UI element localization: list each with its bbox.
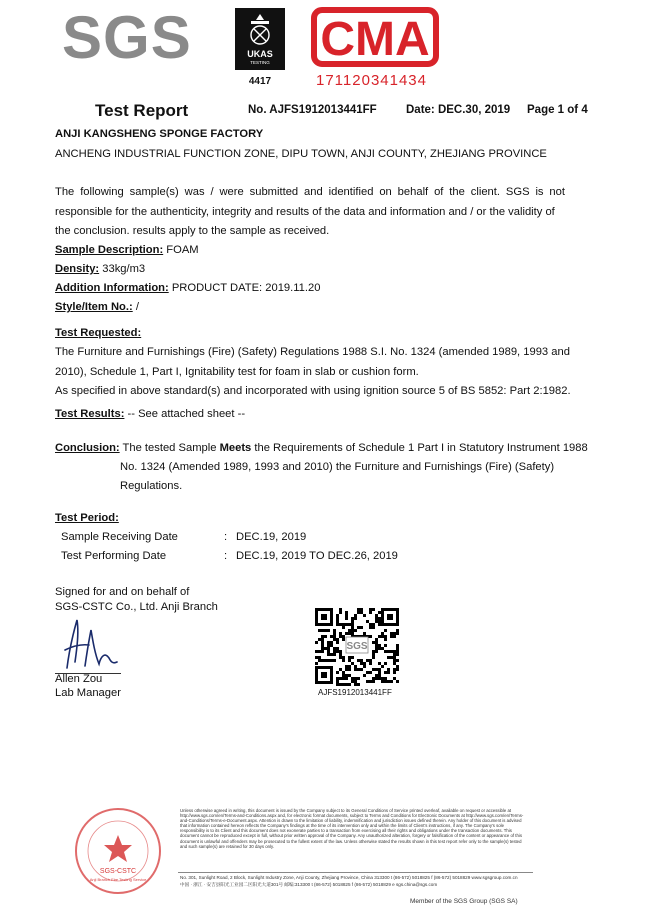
cma-logo: [310, 6, 440, 68]
test-period-row-value: DEC.19, 2019: [236, 531, 307, 543]
page-number: Page 1 of 4: [527, 104, 588, 116]
signer-name: Allen Zou: [55, 673, 103, 685]
conclusion-line-2: No. 1324 (Amended 1989, 1993 and 2010) the Furniture and Furnishings (Fire) (Safety): [120, 461, 555, 473]
stamp-text: SGS-CSTC: [99, 868, 137, 875]
density-label: Density:: [55, 263, 100, 275]
intro-line: responsible for the authenticity, integrity and results of the data and information and / or the validity of: [55, 205, 555, 218]
test-period-row-sep: :: [224, 531, 228, 543]
density: [55, 260, 145, 280]
conclusion-verdict: Meets: [219, 442, 252, 454]
test-requested-text: [55, 343, 575, 402]
intro-paragraph: [55, 183, 565, 242]
cma-number: 171120341434: [316, 72, 427, 89]
handwritten-signature: [55, 612, 125, 672]
sample-description: [55, 241, 199, 261]
addition-information-value: PRODUCT DATE: 2019.11.20: [168, 282, 321, 294]
intro-line: The following sample(s) was / were submitted and identified on behalf of the client. SGS is not: [55, 186, 565, 198]
client-address: ANCHENG INDUSTRIAL FUNCTION ZONE, DIPU TOWN, ANJI COUNTY, ZHEJIANG PROVINCE: [55, 148, 547, 160]
test-period-row-name: Sample Receiving Date: [61, 531, 178, 543]
footer-member: Member of the SGS Group (SGS SA): [410, 898, 518, 905]
footer-address: [180, 874, 530, 888]
signer-role: Lab Manager: [55, 687, 121, 699]
test-results-label: Test Results:: [55, 408, 125, 420]
addition-information-label: Addition Information:: [55, 282, 169, 294]
conclusion-post: the Requirements of Schedule 1 Part I in Statutory Instrument 1988: [251, 442, 588, 454]
qr-code: [313, 606, 401, 686]
ukas-logo: [235, 8, 285, 70]
ukas-text: UKAS: [247, 49, 273, 59]
sample-description-label: Sample Description:: [55, 244, 164, 256]
footer-terms: Unless otherwise agreed in writing, this document is issued by the Company subject to its General Conditions of Service printed overleaf, available on request or accessible at http://www.sgs.com/en/Terms-and-Conditions.aspx and, for electronic format documents, subject to Terms and Conditions for Electronic Documents at http://www.sgs.com/en/Terms-and-Conditions/Terms-e-Document.aspx. Attention is drawn to the limitation of liability, indemnification and jurisdiction issues defined therein. Any holder of this document is advised that information contained hereon reflects the Company's findings at the time of its intervention only and within the limits of Client's instructions, if any. The Company's sole responsibility is to its Client and this document does not exonerate parties to a transaction from exercising all their rights and obligations under the transaction documents. This document cannot be reproduced except in full, without prior written approval of the Company. Any unauthorized alteration, forgery or falsification of the content or appearance of this document is unlawful and offenders may be prosecuted to the fullest extent of the law. Unless otherwise stated the results shown in this test report refer only to the sample(s) tested and such sample(s) are retained for 30 days only.: [180, 808, 524, 849]
conclusion-label: Conclusion:: [55, 442, 120, 454]
conclusion-line-3: Regulations.: [120, 480, 183, 492]
footer-address-cn: 中国 · 浙江 · 安吉县阳光工业园二区阳光大道301号 邮编:313300 t (86-572) 5018825 f (86-572) 5018829 e sgs.china@sgs.com: [180, 882, 438, 887]
signed-on-behalf: Signed for and on behalf of: [55, 586, 190, 598]
company-stamp: [72, 805, 164, 897]
report-date: Date: DEC.30, 2019: [406, 104, 511, 116]
density-value: 33kg/m3: [99, 263, 146, 275]
intro-line: the conclusion. results apply to the sample as received.: [55, 225, 330, 237]
footer-address-en: No. 301, Sunlight Road, 2 Block, Sunlight Industry Zone, Anji County, Zhejiang Province, China 313300 t (86-572) 5018825 f (86-572) 5018829 www.sgsgroup.com.cn: [180, 875, 518, 880]
footer-divider: [178, 872, 533, 873]
test-period-row-sep: :: [224, 550, 228, 562]
addition-information: [55, 279, 320, 299]
test-results-value: -- See attached sheet --: [124, 408, 246, 420]
ukas-sub: TESTING: [250, 60, 270, 65]
client-name: ANJI KANGSHENG SPONGE FACTORY: [55, 128, 264, 140]
conclusion: [55, 439, 588, 459]
test-requested-line: As specified in above standard(s) and incorporated with using ignition source 5 of BS 5852: Part 2:1982.: [55, 385, 571, 397]
test-period-row-value: DEC.19, 2019 TO DEC.26, 2019: [236, 550, 398, 562]
test-requested-line: The Furniture and Furnishings (Fire) (Safety) Regulations 1988 S.I. No. 1324 (amended 1989, 1993 and: [55, 346, 570, 358]
test-period-label: Test Period:: [55, 512, 119, 524]
cma-logo-text: CMA: [320, 13, 430, 66]
sample-description-value: FOAM: [163, 244, 199, 256]
report-number: No. AJFS1912013441FF: [248, 104, 377, 116]
stamp-subtext: Anji Branch Fire Testing Service: [89, 877, 147, 882]
style-item-no-label: Style/Item No.:: [55, 301, 133, 313]
qr-center-logo: SGS: [346, 641, 368, 652]
report-title: Test Report: [95, 101, 189, 120]
qr-label: AJFS1912013441FF: [318, 688, 392, 697]
test-requested-label: Test Requested:: [55, 327, 142, 339]
sgs-logo-text: SGS: [62, 6, 192, 71]
style-item-no: [55, 298, 139, 318]
style-item-no-value: /: [132, 301, 139, 313]
conclusion-pre: The tested Sample: [119, 442, 220, 454]
test-requested-line: 2010), Schedule 1, Part I, Ignitability test for foam in slab or cushion form.: [55, 365, 419, 378]
ukas-number: 4417: [248, 76, 272, 87]
signed-company: SGS-CSTC Co., Ltd. Anji Branch: [55, 601, 218, 613]
test-period-row-name: Test Performing Date: [61, 550, 167, 562]
test-results: [55, 405, 245, 425]
sgs-logo: [58, 6, 208, 72]
